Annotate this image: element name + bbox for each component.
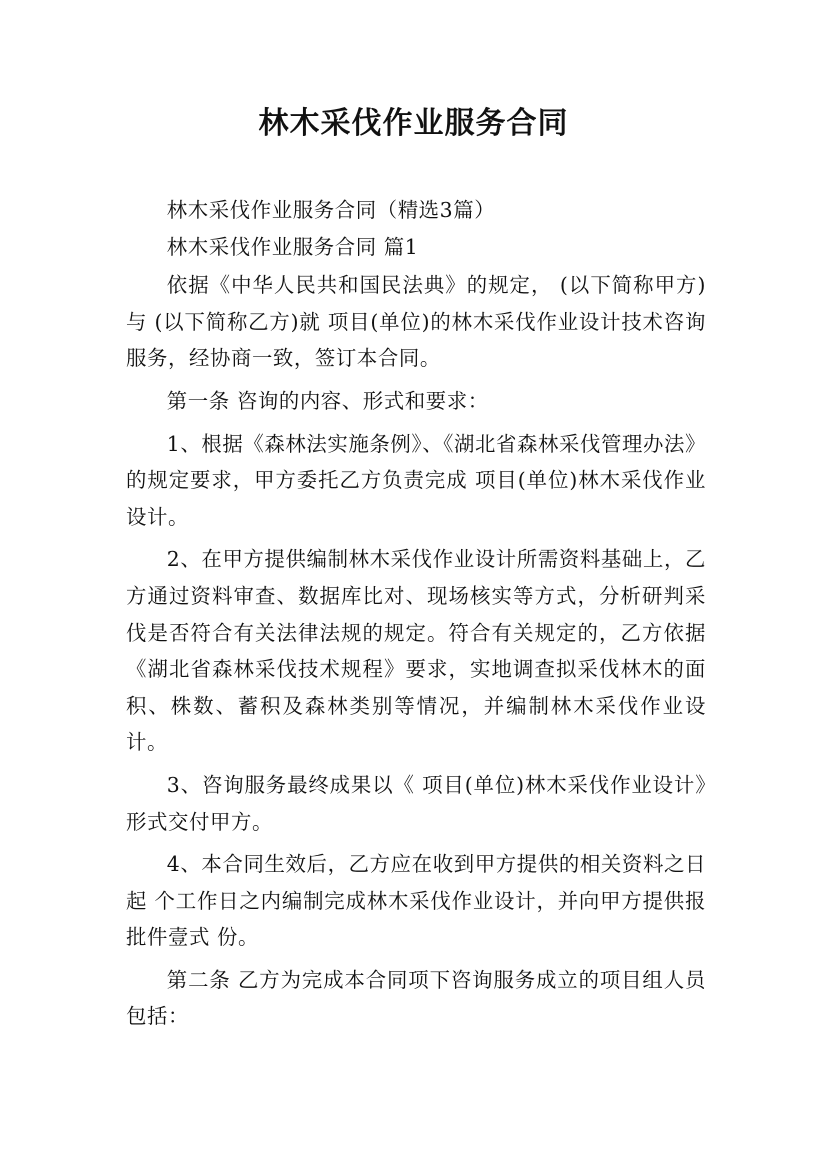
paragraph-article-2: 第二条 乙方为完成本合同项下咨询服务成立的项目组人员包括： <box>126 967 706 1029</box>
paragraph-section-heading: 林木采伐作业服务合同 篇1 <box>166 234 419 259</box>
paragraph-clause-3: 3、咨询服务最终成果以《 项目(单位)林木采伐作业设计》形式交付甲方。 <box>126 772 706 834</box>
document-title: 林木采伐作业服务合同 <box>258 106 569 141</box>
paragraph-clause-2: 2、在甲方提供编制林木采伐作业设计所需资料基础上，乙方通过资料审查、数据库比对、现场核实等方式，分析研判采伐是否符合有关法律法规的规定。符合有关规定的，乙方依据《湖北省森林采伐技术规程》要求，实地调查拟采伐林木的面积、株数、蓄积及森林类别等情况，并编制林木采伐作业设计。 <box>126 547 706 755</box>
paragraph-preamble: 依据《中华人民共和国民法典》的规定， (以下简称甲方)与 (以下简称乙方)就 项目(单位)的林木采伐作业设计技术咨询服务，经协商一致，签订本合同。 <box>126 273 706 371</box>
document-body <box>126 192 706 1035</box>
paragraph-clause-1: 1、根据《森林法实施条例》、《湖北省森林采伐管理办法》的规定要求，甲方委托乙方负责完成 项目(单位)林木采伐作业设计。 <box>126 431 706 529</box>
paragraph-clause-4: 4、本合同生效后，乙方应在收到甲方提供的相关资料之日起 个工作日之内编制完成林木采伐作业设计，并向甲方提供报批件壹式 份。 <box>126 852 706 950</box>
paragraph-article-1-heading: 第一条 咨询的内容、形式和要求： <box>166 388 489 413</box>
paragraph-subtitle: 林木采伐作业服务合同（精选3篇） <box>166 198 496 222</box>
